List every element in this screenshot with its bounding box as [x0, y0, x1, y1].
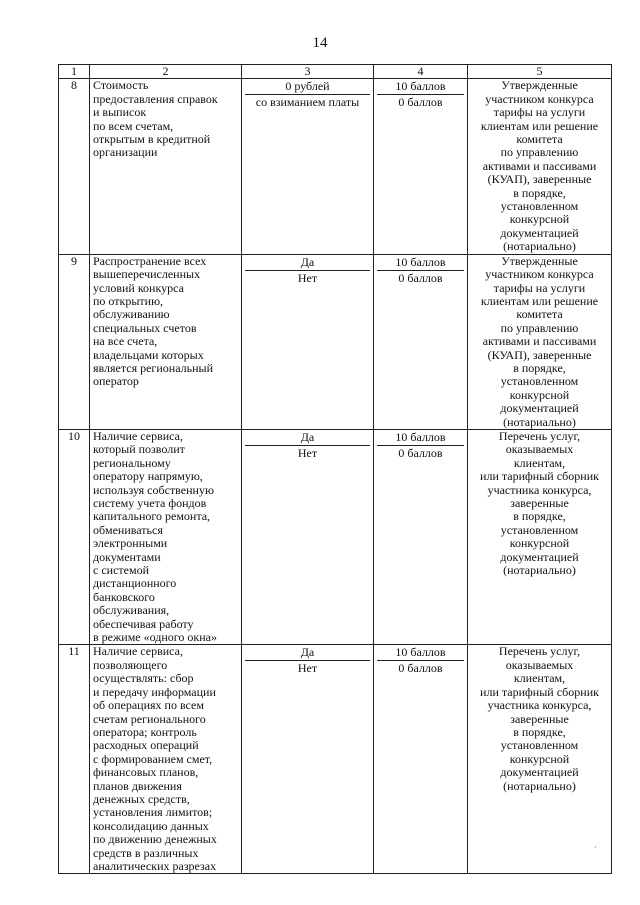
option-score: 10 баллов	[377, 255, 464, 271]
option-label: Да	[245, 430, 370, 446]
confirming-document: Перечень услуг, оказываемых клиентам, или тарифный сборник участника конкурса, заверенные в порядке, установленном конкурсной документацией (нотариально)	[468, 645, 612, 874]
criterion-text: Наличие сервиса, который позволит региональному оператору напрямую, используя собственную систему учета фондов капитального ремонта, обмениваться электронными документами с системой дистанционного банковского обслуживания, обеспечивая работу в режиме «одного окна»	[90, 429, 242, 645]
row-number: 10	[59, 429, 90, 645]
option-cell	[242, 645, 374, 874]
option-score: 10 баллов	[377, 645, 464, 661]
option-label: Нет	[297, 445, 318, 460]
column-header-3: 3	[242, 65, 374, 79]
score-cell	[374, 79, 468, 254]
confirming-document: Утвержденные участником конкурса тарифы на услуги клиентам или решение комитета по управлению активами и пассивами (КУАП), заверенные в порядке, установленном конкурсной документацией (нотариально)	[468, 254, 612, 429]
option-score: 0 баллов	[398, 661, 443, 676]
option-score: 10 баллов	[377, 430, 464, 446]
confirming-document: Перечень услуг, оказываемых клиентам, или тарифный сборник участника конкурса, заверенные в порядке, установленном конкурсной документацией (нотариально)	[468, 429, 612, 645]
criterion-text: Распространение всех вышеперечисленных условий конкурса по открытию, обслуживанию специальных счетов на все счета, владельцами которых является региональный оператор	[90, 254, 242, 429]
option-score: 0 баллов	[398, 270, 443, 285]
option-cell	[242, 254, 374, 429]
row-number: 8	[59, 79, 90, 254]
option-label: Нет	[297, 661, 318, 676]
option-label: Нет	[297, 270, 318, 285]
column-header-2: 2	[90, 65, 242, 79]
criteria-table	[58, 64, 612, 874]
row-number: 9	[59, 254, 90, 429]
score-cell	[374, 429, 468, 645]
table-row	[59, 254, 612, 429]
table-row	[59, 429, 612, 645]
column-header-1: 1	[59, 65, 90, 79]
option-label: Да	[245, 255, 370, 271]
table-row	[59, 79, 612, 254]
option-cell	[242, 429, 374, 645]
option-label: 0 рублей	[245, 79, 370, 95]
confirming-document: Утвержденные участником конкурса тарифы на услуги клиентам или решение комитета по управлению активами и пассивами (КУАП), заверенные в порядке, установленном конкурсной документацией (нотариально)	[468, 79, 612, 254]
column-header-4: 4	[374, 65, 468, 79]
column-header-5: 5	[468, 65, 612, 79]
criterion-text: Наличие сервиса, позволяющего осуществлять: сбор и передачу информации об операциях по всем счетам регионального оператора; контроль расходных операций с формированием смет, финансовых планов, планов движения денежных средств, установления лимитов; консолидацию данных по движению денежных средств в различных аналитических разрезах	[90, 645, 242, 874]
table-row	[59, 645, 612, 874]
page-number: 14	[312, 35, 328, 51]
row-number: 11	[59, 645, 90, 874]
score-cell	[374, 645, 468, 874]
score-cell	[374, 254, 468, 429]
table-header-row	[59, 65, 612, 79]
criterion-text: Стоимость предоставления справок и выписок по всем счетам, открытым в кредитной организации	[90, 79, 242, 254]
option-label: Да	[245, 645, 370, 661]
option-label: со взиманием платы	[255, 95, 360, 110]
scan-dot: ·	[594, 843, 597, 852]
option-cell	[242, 79, 374, 254]
option-score: 0 баллов	[398, 95, 443, 110]
option-score: 0 баллов	[398, 445, 443, 460]
option-score: 10 баллов	[377, 79, 464, 95]
